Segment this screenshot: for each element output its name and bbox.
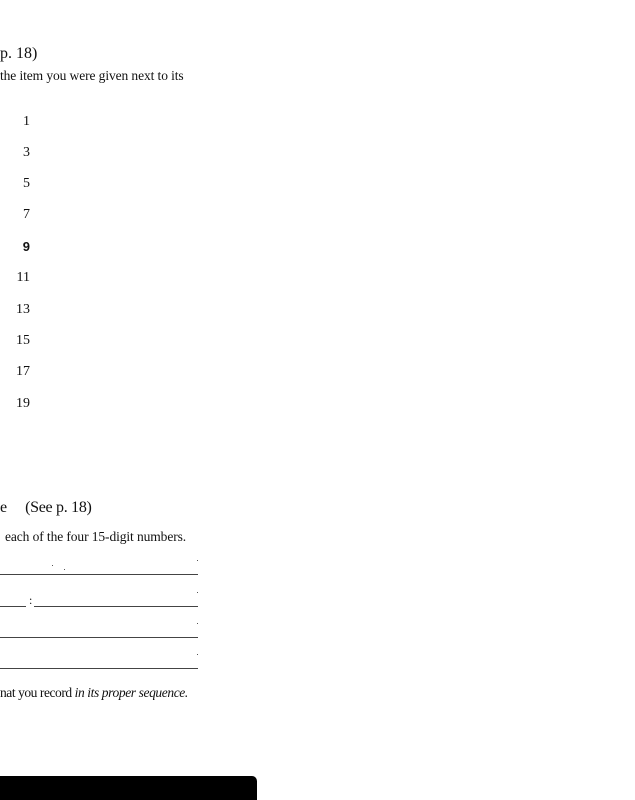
- answer-line-dot: [52, 565, 53, 566]
- footer-note-emphasis: in its proper sequence.: [74, 685, 188, 700]
- answer-line-2-right[interactable]: [34, 606, 198, 607]
- footer-note-text: nat you record: [0, 685, 75, 700]
- item-number: 17: [16, 364, 30, 379]
- answer-line-dot: [197, 560, 198, 561]
- item-number: 7: [23, 207, 30, 222]
- answer-line-dot: [64, 569, 65, 570]
- answer-line-2-colon: :: [29, 593, 33, 607]
- section-1-heading: p. 18): [0, 45, 38, 62]
- item-number: 13: [16, 302, 30, 317]
- section-1-instruction: the item you were given next to its: [0, 68, 184, 83]
- answer-line-dot: [197, 654, 198, 655]
- item-number: 19: [16, 396, 30, 411]
- section-2-instruction: each of the four 15-digit numbers.: [5, 529, 187, 544]
- page-bottom-bar: [0, 776, 257, 800]
- answer-line-dot: [197, 592, 198, 593]
- section-2-heading: [0, 500, 92, 516]
- item-number: 15: [16, 333, 30, 348]
- item-number: 3: [23, 145, 30, 160]
- item-number: 5: [23, 176, 30, 191]
- answer-line-dot: [197, 623, 198, 624]
- answer-line-3[interactable]: [0, 637, 198, 638]
- answer-line-1[interactable]: [0, 574, 198, 575]
- answer-line-2-left[interactable]: [0, 606, 26, 607]
- item-number: 1: [23, 114, 30, 129]
- answer-line-4[interactable]: [0, 668, 198, 669]
- section-2-page-reference: (See p. 18): [25, 499, 92, 516]
- item-number-highlighted: 9: [22, 239, 30, 254]
- item-number: 11: [16, 270, 30, 285]
- section-2-footer-note: [0, 686, 188, 700]
- section-2-heading-prefix: e: [0, 499, 8, 516]
